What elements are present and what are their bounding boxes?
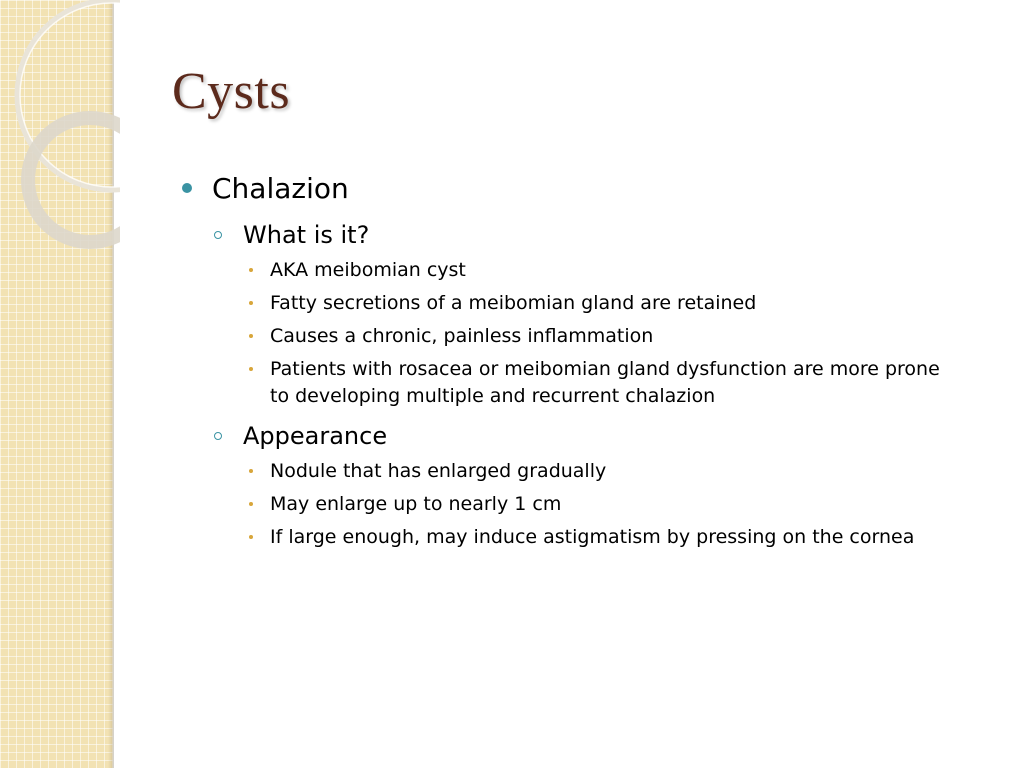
subheading-what-is-it: What is it? (243, 221, 370, 249)
bullet-level2-icon (214, 231, 222, 239)
bullet-level3-icon (249, 367, 253, 371)
slide-title: Cysts (172, 63, 291, 120)
bullet-level3-icon (249, 535, 253, 539)
subheading-appearance: Appearance (243, 422, 388, 450)
list-item: AKA meibomian cyst (270, 259, 466, 281)
bullet-level3-icon (249, 301, 253, 305)
bullet-level3-icon (249, 469, 253, 473)
bullet-level3-icon (249, 268, 253, 272)
bullet-level2-icon (214, 432, 222, 440)
list-item: If large enough, may induce astigmatism by pressing on the cornea (270, 526, 915, 548)
bullet-level1-icon (182, 183, 192, 193)
list-item: Causes a chronic, painless inflammation (270, 325, 654, 347)
list-item: Fatty secretions of a meibomian gland are retained (270, 292, 757, 314)
list-item: May enlarge up to nearly 1 cm (270, 493, 562, 515)
list-item: Patients with rosacea or meibomian gland dysfunction are more prone to developing multiple and recurrent chalazion (270, 358, 940, 407)
bullet-level3-icon (249, 334, 253, 338)
bullet-chalazion: Chalazion (212, 172, 349, 205)
list-item: Nodule that has enlarged gradually (270, 460, 607, 482)
bullet-level3-icon (249, 502, 253, 506)
